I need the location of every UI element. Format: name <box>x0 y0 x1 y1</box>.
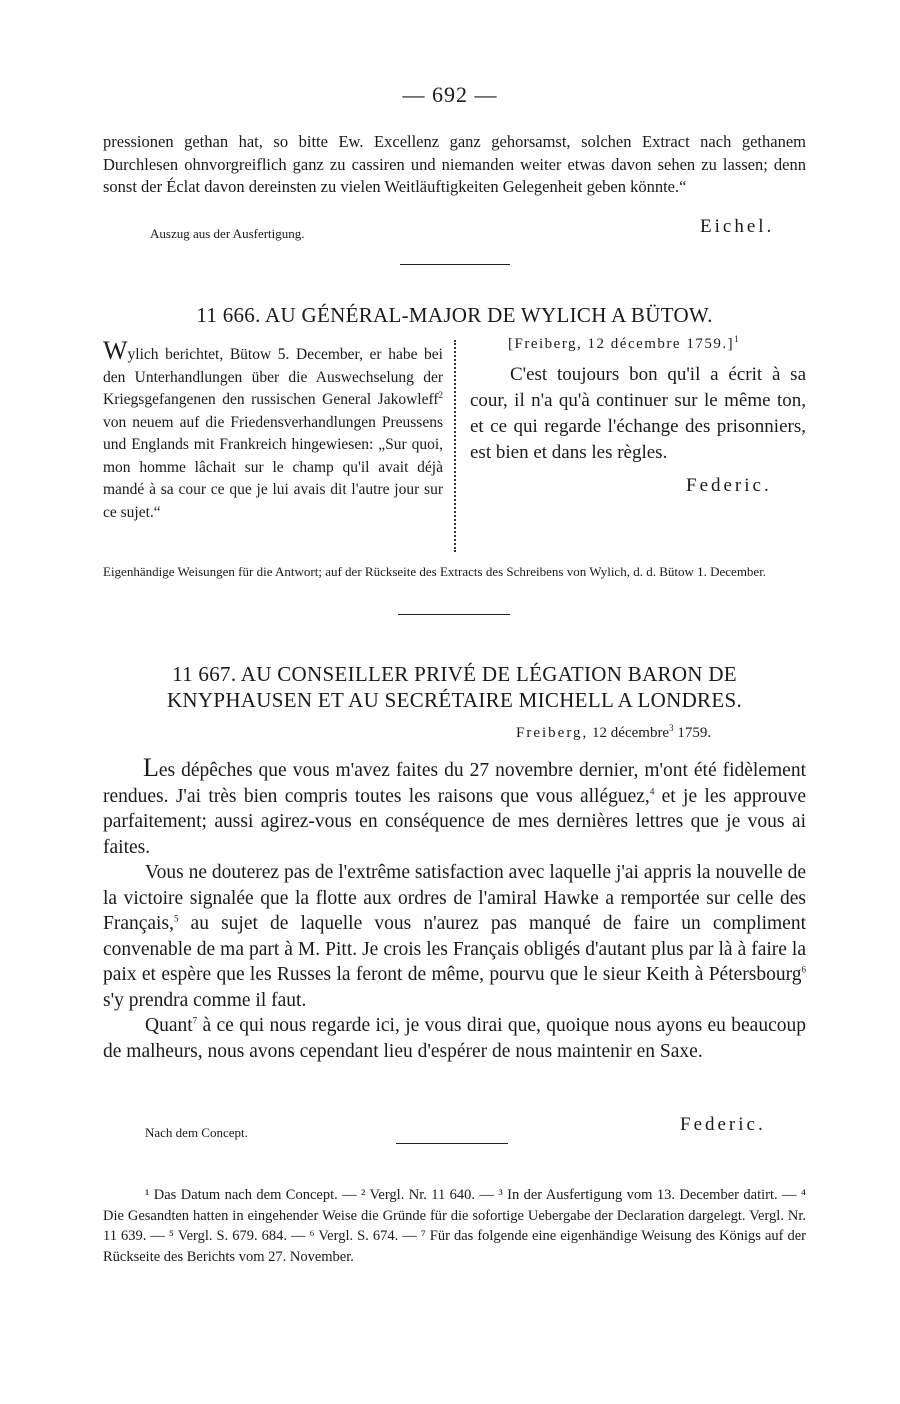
footnote-ref: 5 <box>173 913 179 924</box>
previous-signature: Eichel. <box>700 216 775 237</box>
footnotes-text: ¹ Das Datum nach dem Concept. — ² Vergl. Nr. 11 640. — ³ In der Ausfertigung vom 13. December datirt. — ⁴ Die Gesandten hatten in eingehender Weise die Gründe für die sofortige Uebergabe der Declaration dargelegt. Vergl. Nr. 11 639. — ⁵ Vergl. S. 679. 684. — ⁶ Vergl. S. 674. — ⁷ Für das folgende eine eigenhändige Weisung des Königs auf der Rückseite des Berichts vom 27. November. <box>103 1187 806 1265</box>
paragraph-text: au sujet de laquelle vous n'aurez pas manqué de faire un compliment convenable de ma part à M. Pitt. Je crois les Français obligés d'autant plus par là à faire la paix et espère que les Russes la feront de même, pourvu que le sieur Keith à Pétersbourg <box>103 913 806 985</box>
paragraph <box>103 1013 806 1064</box>
letter1-source-note: Eigenhändige Weisungen für die Antwort; auf der Rückseite des Extracts des Schreibens von Wylich, d. d. Bütow 1. December. <box>103 564 767 579</box>
summary-column <box>103 336 443 524</box>
paragraph-text: s'y prendra comme il faut. <box>103 989 307 1011</box>
footnote-ref: 4 <box>649 786 655 796</box>
column-separator <box>454 340 456 552</box>
footnotes <box>103 1185 806 1267</box>
paragraph <box>103 755 806 860</box>
letter-text-11667 <box>103 755 806 1064</box>
footnote-ref: 3 <box>669 723 674 733</box>
summary-initial: W <box>103 336 128 365</box>
letter-text-11666 <box>470 362 806 466</box>
date-place: Freiberg, <box>516 725 589 741</box>
summary-text-part2: von neuem auf die Friedensverhandlungen Preussens und Englands mit Frankreich hingewiesen: „Sur quoi, mon homme lâchait sur le champ qu'il avait déjà mandé à sa cour ce que je lui avais dit l'autre jour sur ce sujet.“ <box>103 413 443 521</box>
letter2-dateline <box>516 725 711 742</box>
previous-source-note: Auszug aus der Ausfertigung. <box>150 226 305 241</box>
letter1-signature: Federic. <box>686 475 772 496</box>
paragraph-text: Quant <box>145 1015 193 1036</box>
letter-dateline <box>508 336 740 353</box>
section-divider <box>396 1143 508 1144</box>
letter-body: C'est toujours bon qu'il a écrit à sa cour, il n'a qu'à continuer sur le même ton, et ce qui regarde l'échange des prisonniers, est bien et dans les règles. <box>470 364 806 463</box>
paragraph-text: es dépêches que vous m'avez faites du 27 novembre dernier, m'ont été fidèlement rendues. J'ai très bien compris toutes les raisons que vous alléguez, <box>103 760 806 807</box>
letter2-signature: Federic. <box>680 1114 766 1135</box>
summary-text-part1: ylich berichtet, Bütow 5. December, er habe bei den Unterhandlungen über die Auswechselung der Kriegsgefangenen den russischen General Jakowleff <box>103 346 443 408</box>
letter-heading-11666: 11 666. AU GÉNÉRAL-MAJOR DE WYLICH A BÜTOW. <box>196 303 713 327</box>
page-number: — 692 — <box>402 82 498 107</box>
dateline-text: [Freiberg, 12 décembre 1759.] <box>508 336 735 352</box>
previous-letter-text: pressionen gethan hat, so bitte Ew. Excellenz ganz gehorsamst, solchen Extract nach gethanem Durchlesen ohnvorgreiflich ganz zu cassiren und niemanden weiter etwas davon sehen zu lassen; denn sonst der Éclat davon dereinsten zu vielen Weitläuftigkeiten Gelegenheit geben könnte.“ <box>103 132 806 196</box>
paragraph-text: et je les approuve parfaitement; aussi agirez-vous en conséquence de mes dernières lettres que je vous ai faites. <box>103 785 806 858</box>
section-divider <box>398 614 510 615</box>
date-year: 1759. <box>673 725 712 741</box>
footnote-ref: 6 <box>801 964 806 975</box>
letter-heading-11667-line1: 11 667. AU CONSEILLER PRIVÉ DE LÉGATION BARON DE <box>172 662 737 686</box>
paragraph <box>103 860 806 1013</box>
footnote-ref: 2 <box>438 389 443 400</box>
letter2-source-note: Nach dem Concept. <box>145 1125 248 1140</box>
paragraph-text: Vous ne douterez pas de l'extrême satisfaction avec laquelle j'ai appris la nouvelle de la victoire signalée que la flotte aux ordres de l'amiral Hawke a remportée sur celle des Français, <box>103 862 806 934</box>
paragraph-text: à ce qui nous regarde ici, je vous dirai que, quoique nous ayons eu beaucoup de malheurs, nous avons cependant lieu d'espérer de nous maintenir en Saxe. <box>103 1015 806 1062</box>
section-divider <box>400 264 510 265</box>
letter-heading-11667-line2: KNYPHAUSEN ET AU SECRÉTAIRE MICHELL A LONDRES. <box>166 688 743 712</box>
footnote-ref: 1 <box>734 334 741 344</box>
date-text: 12 décembre <box>592 725 670 741</box>
footnote-ref: 7 <box>192 1015 198 1026</box>
paragraph-initial: L <box>143 753 159 782</box>
